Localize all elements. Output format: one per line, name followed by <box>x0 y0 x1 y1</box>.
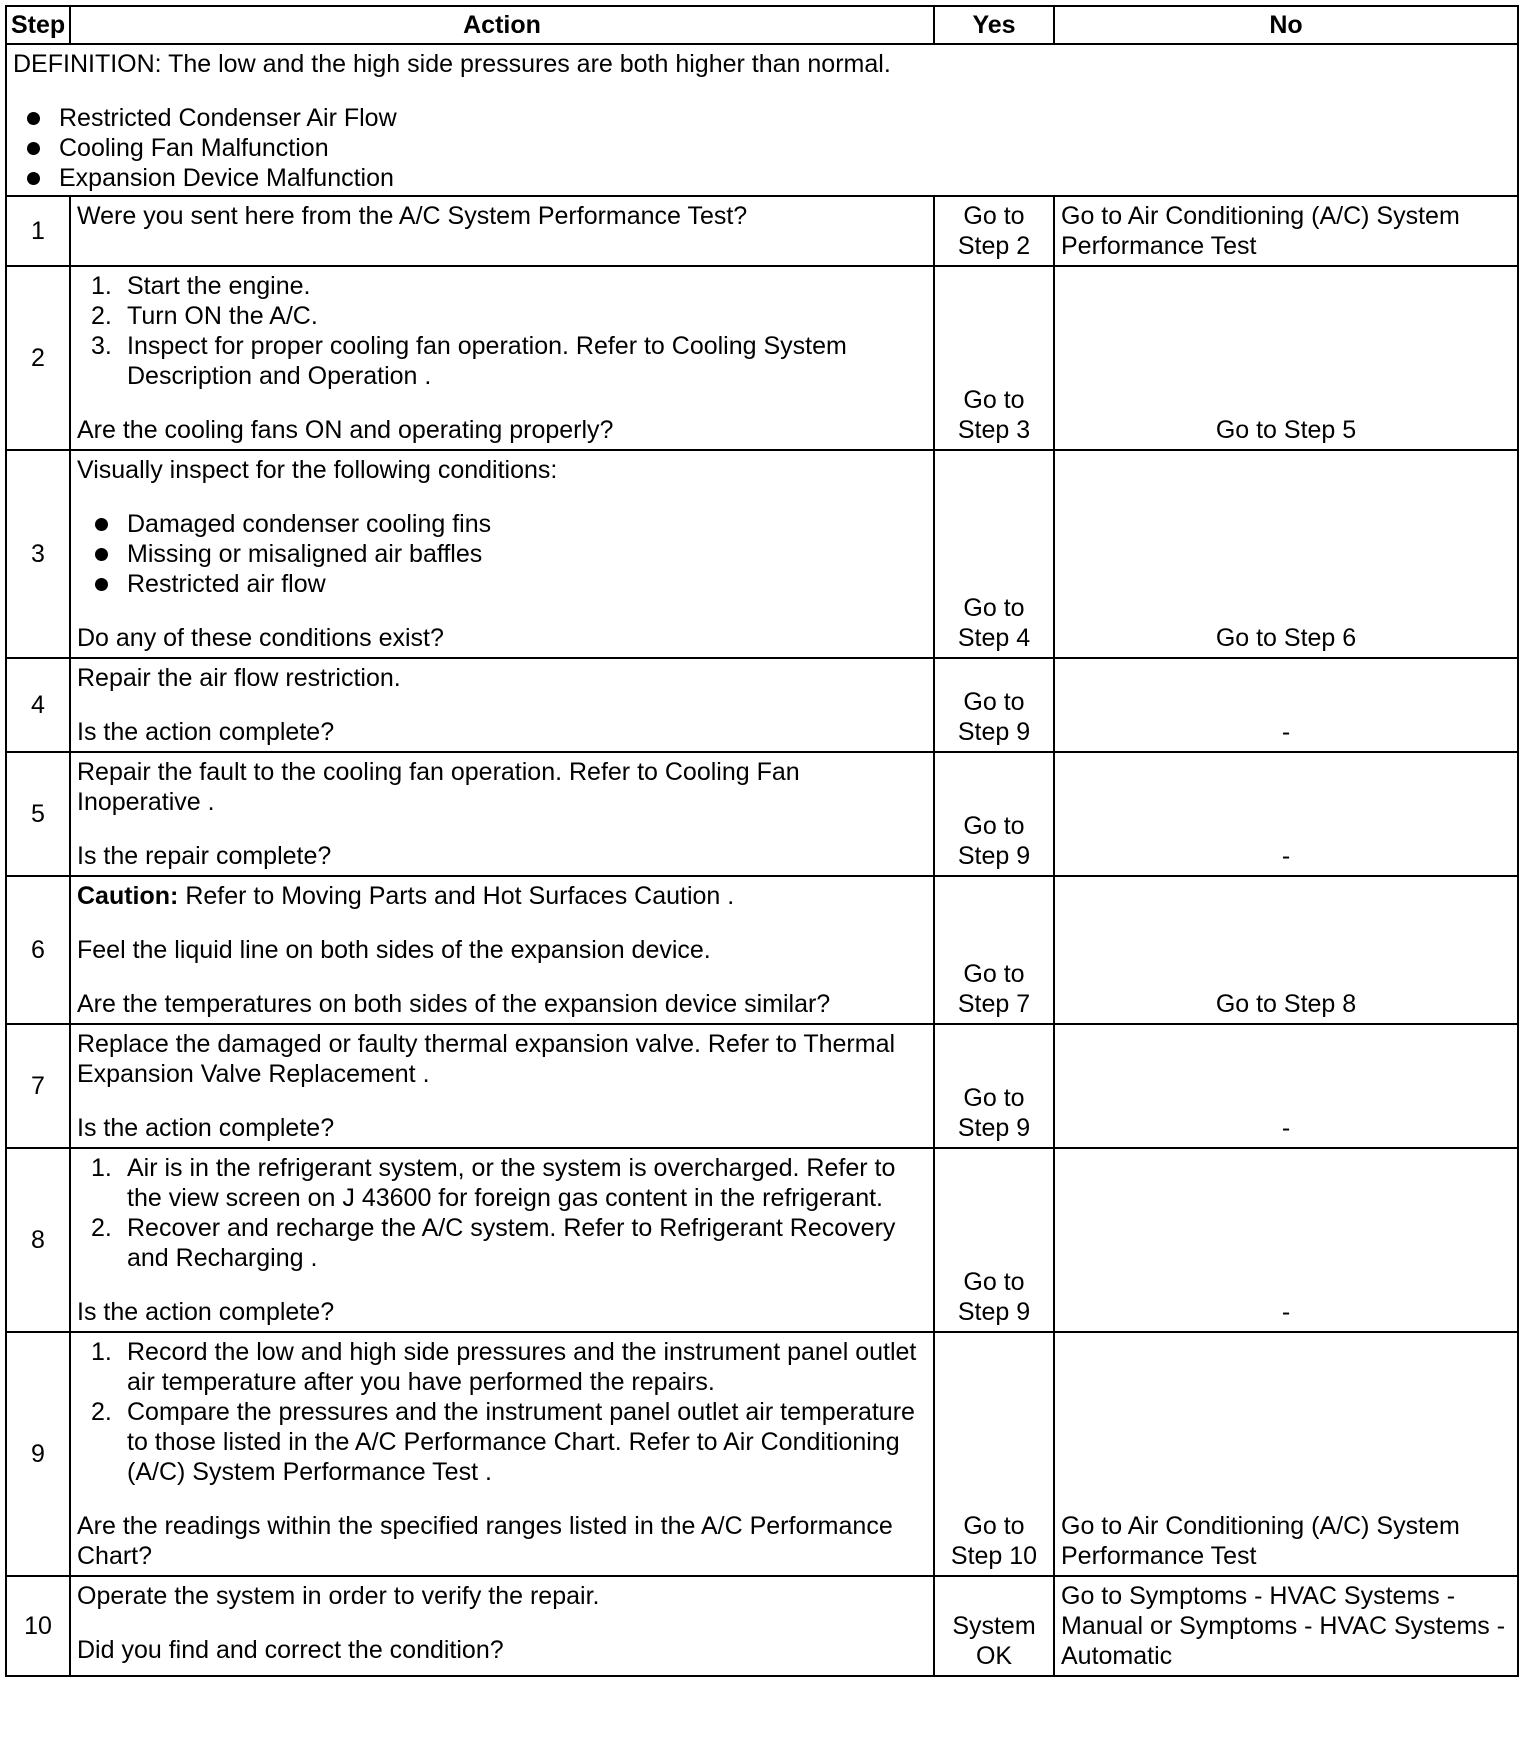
no-cell: - <box>1054 752 1518 876</box>
definition-bullets <box>13 103 1511 193</box>
intro-text: Replace the damaged or faulty thermal expansion valve. Refer to Thermal Expansion Valve Replacement . <box>77 1030 896 1088</box>
table-row <box>6 876 1518 1024</box>
list-item: 1. Start the engine. <box>91 272 311 300</box>
bullet-icon <box>95 548 108 561</box>
bullet-icon <box>95 578 108 591</box>
header-step: Step <box>6 6 70 44</box>
caution-text: Refer to Moving Parts and Hot Surfaces Caution . <box>178 882 735 910</box>
no-cell: Go to Air Conditioning (A/C) System Performance Test <box>1054 196 1518 266</box>
step-number: 8 <box>6 1148 70 1332</box>
yes-cell: Go to Step 9 <box>934 1148 1054 1332</box>
intro-text: Operate the system in order to verify the repair. <box>77 1582 600 1610</box>
numbered-list <box>77 1337 927 1487</box>
bullet-icon <box>27 112 40 125</box>
caution-note <box>77 881 927 911</box>
question-text: Is the action complete? <box>77 1298 335 1326</box>
table-row <box>6 1024 1518 1148</box>
table-row <box>6 196 1518 266</box>
list-item: 3. Inspect for proper cooling fan operation. Refer to Cooling System Description and Operation . <box>91 332 847 390</box>
intro-text: Feel the liquid line on both sides of the expansion device. <box>77 936 711 964</box>
list-item: Expansion Device Malfunction <box>13 163 1511 193</box>
step-number: 6 <box>6 876 70 1024</box>
no-cell: Go to Step 8 <box>1054 876 1518 1024</box>
yes-cell: Go to Step 9 <box>934 658 1054 752</box>
bullet-icon <box>95 518 108 531</box>
numbered-list <box>77 1153 927 1273</box>
action-cell <box>70 450 934 658</box>
action-cell <box>70 658 934 752</box>
action-cell <box>70 1148 934 1332</box>
no-cell: - <box>1054 1024 1518 1148</box>
yes-cell: Go to Step 2 <box>934 196 1054 266</box>
yes-cell: Go to Step 9 <box>934 1024 1054 1148</box>
step-number: 3 <box>6 450 70 658</box>
step-number: 9 <box>6 1332 70 1576</box>
question-text: Do any of these conditions exist? <box>77 624 444 652</box>
header-action: Action <box>70 6 934 44</box>
bullet-list <box>77 509 927 599</box>
yes-cell: Go to Step 7 <box>934 876 1054 1024</box>
action-cell <box>70 1332 934 1576</box>
intro-text: Repair the air flow restriction. <box>77 664 401 692</box>
list-item: Cooling Fan Malfunction <box>13 133 1511 163</box>
question-text: Are the temperatures on both sides of the expansion device similar? <box>77 990 831 1018</box>
no-cell: Go to Air Conditioning (A/C) System Performance Test <box>1054 1332 1518 1576</box>
action-cell <box>70 196 934 266</box>
action-cell <box>70 266 934 450</box>
question-text: Are the readings within the specified ranges listed in the A/C Performance Chart? <box>77 1512 893 1570</box>
definition-text: DEFINITION: The low and the high side pressures are both higher than normal. <box>13 50 891 78</box>
step-number: 7 <box>6 1024 70 1148</box>
action-cell <box>70 752 934 876</box>
question-text: Were you sent here from the A/C System Performance Test? <box>77 202 748 230</box>
diagnostic-table-wrapper <box>5 5 1517 1677</box>
diagnostic-table <box>5 5 1519 1677</box>
bullet-icon <box>27 142 40 155</box>
table-row <box>6 1148 1518 1332</box>
no-cell: - <box>1054 1148 1518 1332</box>
list-item: Restricted Condenser Air Flow <box>13 103 1511 133</box>
table-row <box>6 266 1518 450</box>
step-number: 5 <box>6 752 70 876</box>
list-item: 2. Turn ON the A/C. <box>91 302 318 330</box>
yes-cell: System OK <box>934 1576 1054 1676</box>
list-item: 2. Compare the pressures and the instrument panel outlet air temperature to those listed in the A/C Performance Chart. Refer to Air Conditioning (A/C) System Performance Test . <box>91 1398 915 1486</box>
yes-cell: Go to Step 10 <box>934 1332 1054 1576</box>
intro-text: Visually inspect for the following conditions: <box>77 456 558 484</box>
header-no: No <box>1054 6 1518 44</box>
no-cell: Go to Step 6 <box>1054 450 1518 658</box>
yes-cell: Go to Step 9 <box>934 752 1054 876</box>
bullet-icon <box>27 172 40 185</box>
definition-cell <box>6 44 1518 196</box>
question-text: Are the cooling fans ON and operating properly? <box>77 416 614 444</box>
header-yes: Yes <box>934 6 1054 44</box>
list-item: Missing or misaligned air baffles <box>77 539 927 569</box>
step-number: 4 <box>6 658 70 752</box>
no-cell: Go to Symptoms - HVAC Systems - Manual or Symptoms - HVAC Systems - Automatic <box>1054 1576 1518 1676</box>
list-item: 1. Air is in the refrigerant system, or the system is overcharged. Refer to the view screen on J 43600 for foreign gas content in the refrigerant. <box>91 1154 896 1212</box>
definition-row <box>6 44 1518 196</box>
yes-cell: Go to Step 4 <box>934 450 1054 658</box>
no-cell: - <box>1054 658 1518 752</box>
table-row <box>6 658 1518 752</box>
action-cell <box>70 1024 934 1148</box>
list-item: Damaged condenser cooling fins <box>77 509 927 539</box>
question-text: Is the action complete? <box>77 1114 335 1142</box>
list-item: 2. Recover and recharge the A/C system. Refer to Refrigerant Recovery and Recharging . <box>91 1214 896 1272</box>
question-text: Did you find and correct the condition? <box>77 1636 504 1664</box>
step-number: 1 <box>6 196 70 266</box>
intro-text: Repair the fault to the cooling fan operation. Refer to Cooling Fan Inoperative . <box>77 758 800 816</box>
action-cell <box>70 1576 934 1676</box>
list-item: 1. Record the low and high side pressures and the instrument panel outlet air temperature after you have performed the repairs. <box>91 1338 917 1396</box>
header-row <box>6 6 1518 44</box>
list-item: Restricted air flow <box>77 569 927 599</box>
yes-cell: Go to Step 3 <box>934 266 1054 450</box>
no-cell: Go to Step 5 <box>1054 266 1518 450</box>
table-row <box>6 752 1518 876</box>
table-row <box>6 1332 1518 1576</box>
table-row <box>6 1576 1518 1676</box>
question-text: Is the repair complete? <box>77 842 332 870</box>
table-row <box>6 450 1518 658</box>
caution-label: Caution: <box>77 882 179 910</box>
step-number: 2 <box>6 266 70 450</box>
step-number: 10 <box>6 1576 70 1676</box>
action-cell <box>70 876 934 1024</box>
numbered-list <box>77 271 927 391</box>
question-text: Is the action complete? <box>77 718 335 746</box>
